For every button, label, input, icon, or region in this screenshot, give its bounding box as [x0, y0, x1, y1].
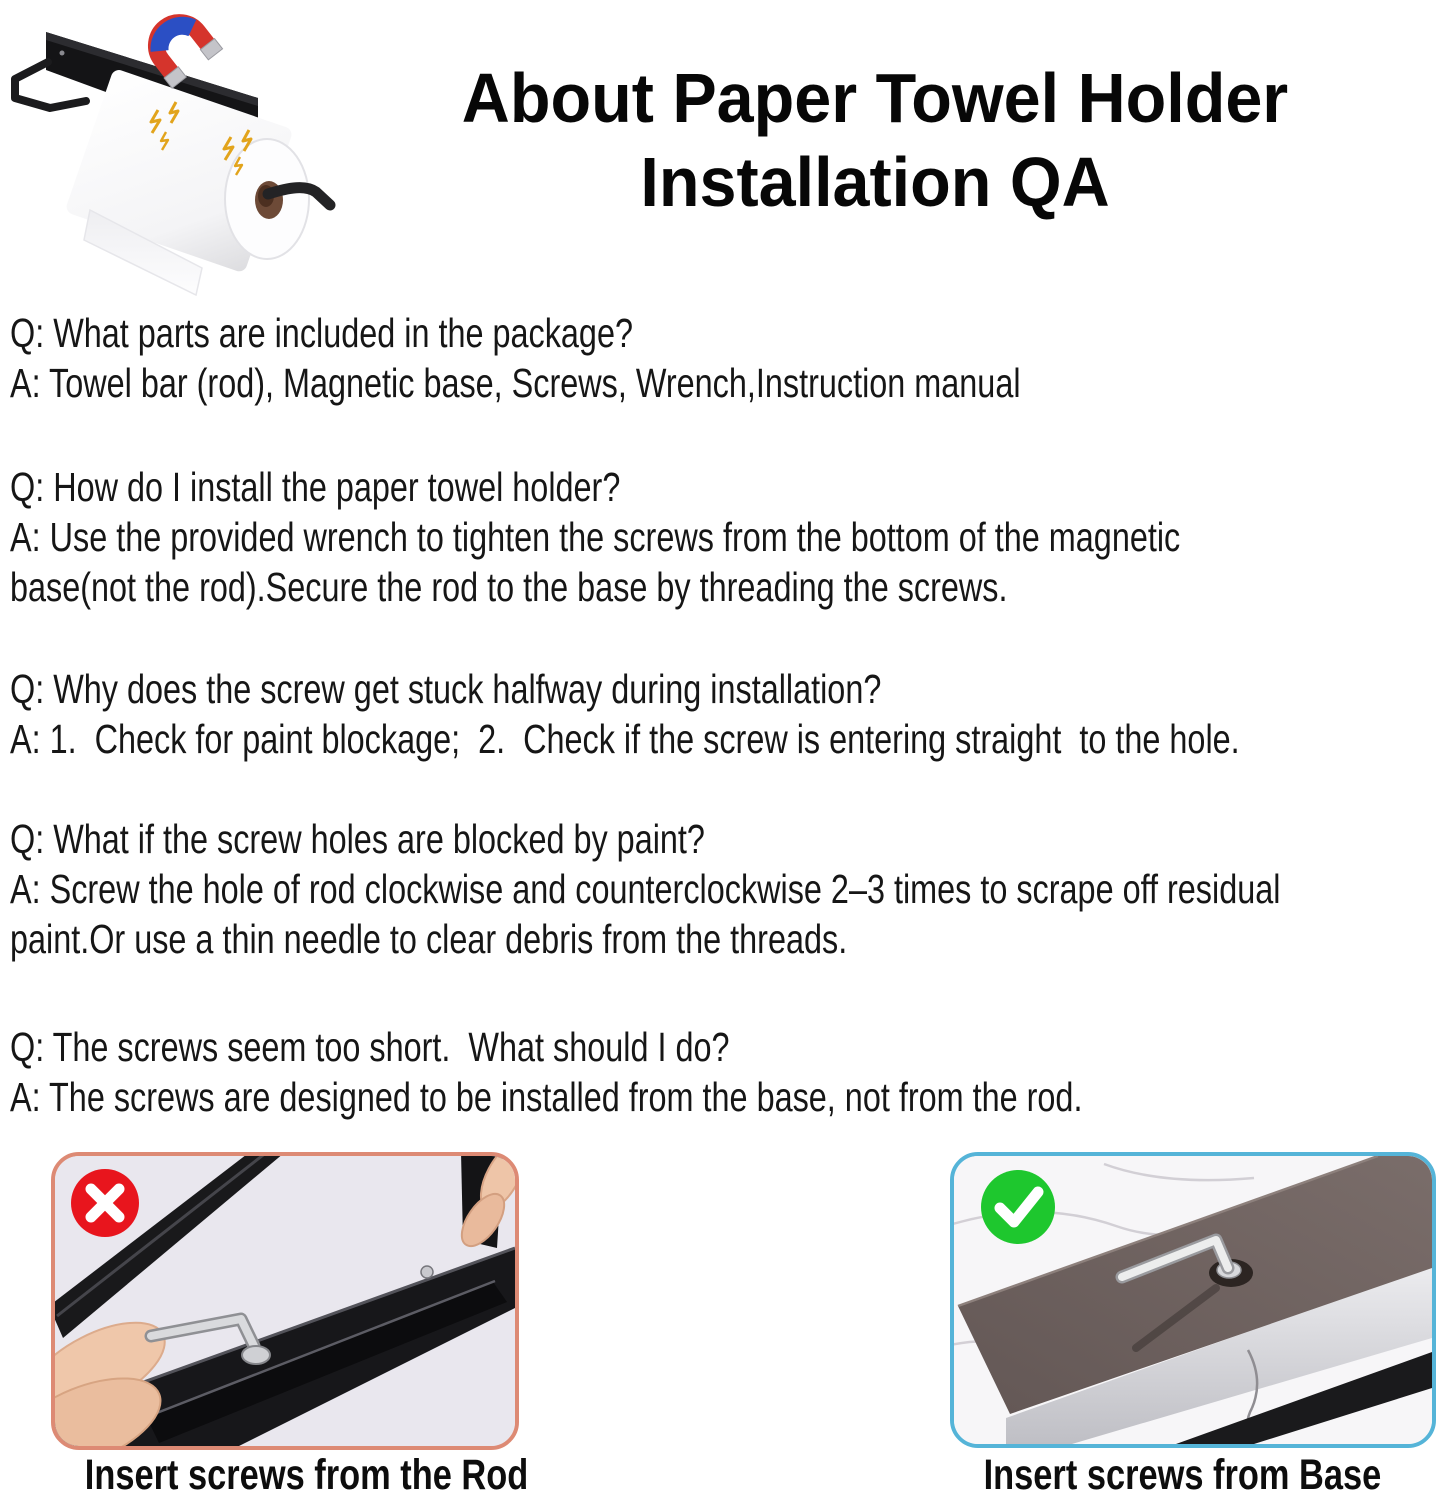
answer-text: A: Use the provided wrench to tighten the screws from the bottom of the magnetic — [10, 514, 1181, 560]
page-title-line-2: Installation QA — [640, 143, 1110, 221]
caption-wrong — [36, 1451, 529, 1499]
screw — [421, 1266, 433, 1278]
answer-text: A: 1. Check for paint blockage; 2. Check if the screw is entering straight to the hole. — [10, 716, 1240, 762]
correct-installation-illustration — [954, 1156, 1432, 1444]
check-icon — [981, 1170, 1055, 1244]
mount-hole — [60, 51, 65, 56]
answer-text: A: Towel bar (rod), Magnetic base, Screws, Wrench,Instruction manual — [10, 360, 1021, 406]
x-icon — [71, 1169, 139, 1237]
question-text: Q: How do I install the paper towel holder? — [10, 464, 621, 510]
paper-towel-holder-illustration — [6, 2, 346, 297]
qa-block-install — [10, 462, 1445, 612]
question-text: Q: Why does the screw get stuck halfway during installation? — [10, 666, 882, 712]
caption-wrong-text: Insert screws from the Rod — [84, 1451, 529, 1499]
answer-text: paint.Or use a thin needle to clear debris from the threads. — [10, 916, 848, 962]
question-text: Q: What parts are included in the package? — [10, 310, 633, 356]
caption-correct-text: Insert screws from Base — [983, 1451, 1382, 1499]
question-text: Q: What if the screw holes are blocked by paint? — [10, 816, 705, 862]
answer-text: A: Screw the hole of rod clockwise and counterclockwise 2–3 times to scrape off residual — [10, 866, 1281, 912]
screw-head — [242, 1346, 270, 1364]
answer-text: A: The screws are designed to be installed from the base, not from the rod. — [10, 1074, 1083, 1120]
figure-wrong-insert-from-rod — [51, 1152, 519, 1450]
qa-block-parts — [10, 308, 1445, 408]
product-photo-paper-towel-holder — [6, 2, 346, 297]
caption-correct — [935, 1452, 1421, 1498]
question-text: Q: The screws seem too short. What should I do? — [10, 1024, 730, 1070]
answer-text: base(not the rod).Secure the rod to the base by threading the screws. — [10, 564, 1008, 610]
page-title-line-1: About Paper Towel Holder — [461, 59, 1289, 137]
wrong-installation-illustration — [55, 1156, 515, 1446]
qa-block-paint-blocked — [10, 814, 1445, 964]
qa-block-short-screws — [10, 1022, 1445, 1122]
page-title — [350, 56, 1400, 224]
qa-block-stuck-screw — [10, 664, 1445, 764]
figure-correct-insert-from-base — [950, 1152, 1436, 1448]
